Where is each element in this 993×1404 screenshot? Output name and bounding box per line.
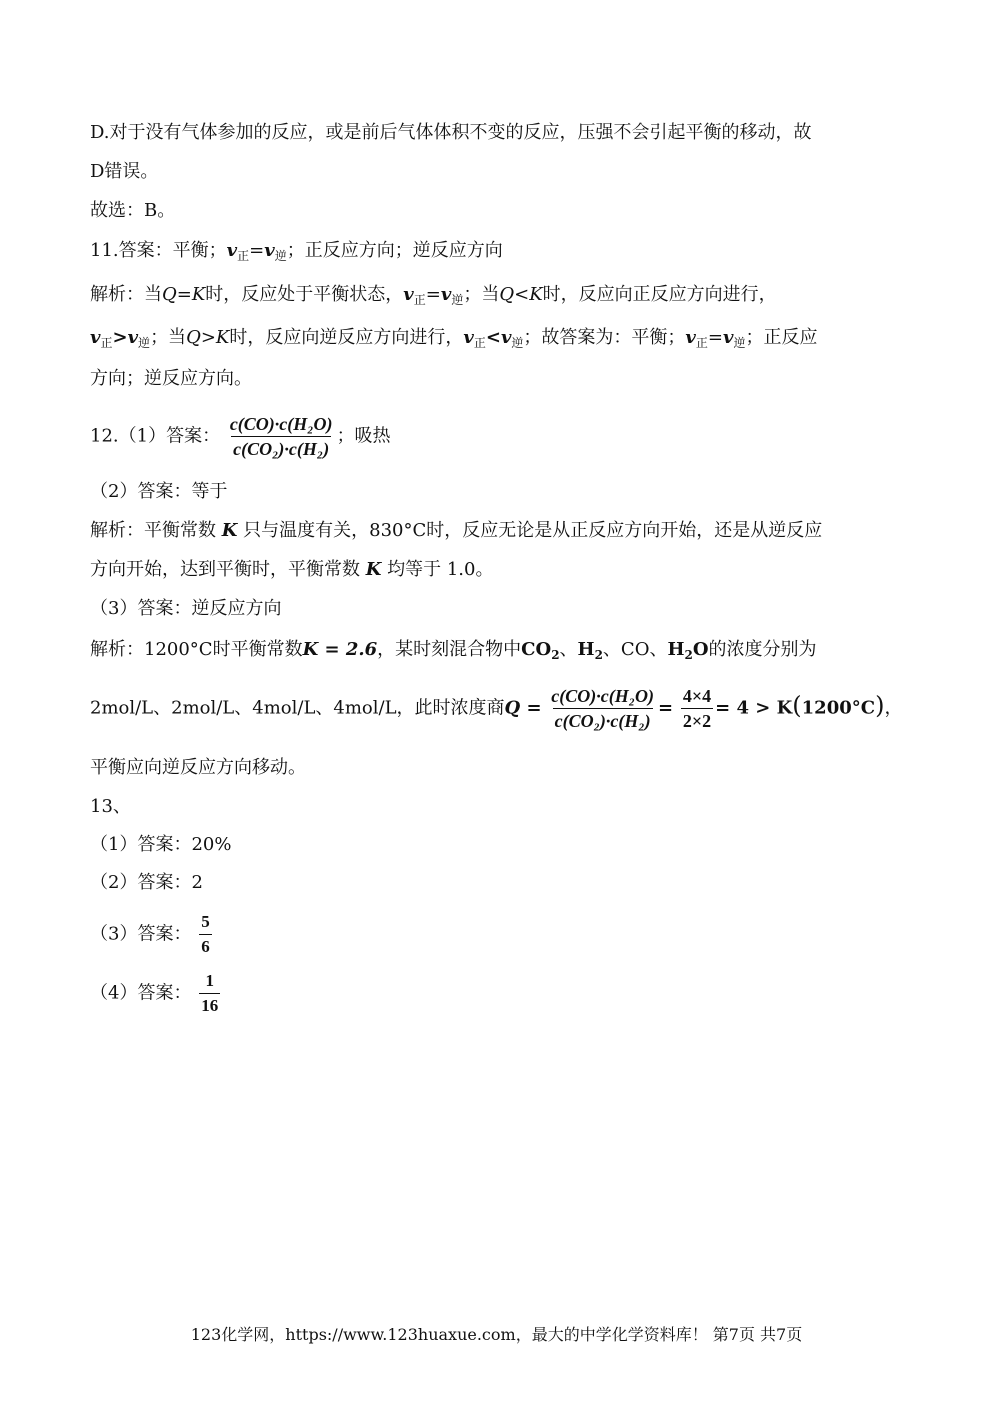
q12-3-answer: （3）答案：逆反应方向 <box>90 598 282 619</box>
page-footer: 123化学网，https://www.123huaxue.com，最大的中学化学资料库！ 第7页 共7页 <box>190 1325 803 1344</box>
equilibrium-constant-fraction: $\frac{\text{c(CO)·c(H₂O)}}{\text{c(CO₂)·c(H₂)}}$ <box>229 414 333 459</box>
q12-3-analysis-2: 2mol/L、2mol/L、4mol/L、4mol/L，此时浓度商Q = $\frac{\text{c(CO)·c(H₂O)}}{\text{c(CO₂)·c(H₂)}}$ = $\frac{4\times 4}{2\times 2}$ = 4 > K(1200°C)， <box>90 686 903 731</box>
numeric-fraction: $\frac{4\times 4}{2\times 2}$ <box>682 686 712 731</box>
fraction-five-sixths: $\frac{5}{6}$ <box>199 910 212 959</box>
reaction-quotient-fraction: $\frac{\text{c(CO)·c(H₂O)}}{\text{c(CO₂)·c(H₂)}}$ <box>551 686 655 731</box>
fraction-one-sixteenth: $\frac{1}{16}$ <box>199 969 220 1018</box>
q12-2-answer: （2）答案：等于 <box>90 481 228 502</box>
q12-2-analysis-1: 解析：平衡常数 K 只与温度有关，830°C时，反应无论是从正反应方向开始，还是从逆反应 <box>90 520 823 541</box>
q12-2-analysis-2: 方向开始，达到平衡时，平衡常数 K 均等于 1.0。 <box>90 559 494 580</box>
q11-analysis-1: 解析：当Q=K时，反应处于平衡状态，$v_正=v_逆$；当Q<K时，反应向正反应方向进行， <box>90 284 777 307</box>
text-line-d-cont: D错误。 <box>90 161 159 182</box>
q13-4-answer: （4）答案： $\frac{1}{16}$ <box>90 969 222 1018</box>
q12-3-analysis-1: 解析：1200°C时平衡常数K = 2.6，某时刻混合物中$CO_2$、$H_2$、CO、$H_2O$的浓度分别为 <box>90 639 817 662</box>
q13-1-answer: （1）答案：20% <box>90 834 232 855</box>
text-line-choice: 故选：B。 <box>90 200 176 221</box>
text-line-d: D.对于没有气体参加的反应，或是前后气体体积不变的反应，压强不会引起平衡的移动，故 <box>90 122 812 143</box>
q13-heading: 13、 <box>90 796 131 817</box>
q12-3-analysis-3: 平衡应向逆反应方向移动。 <box>90 757 306 778</box>
q13-3-answer: （3）答案： $\frac{5}{6}$ <box>90 910 214 959</box>
q11-analysis-2: $v_正>v_逆$；当Q>K时，反应向逆反应方向进行，$v_正<v_逆$；故答案为：平衡；$v_正=v_逆$；正反应 <box>90 327 818 350</box>
q11-answer: 11.答案：平衡；$v_正=v_逆$；正反应方向；逆反应方向 <box>90 240 503 263</box>
q11-analysis-3: 方向；逆反应方向。 <box>90 368 252 389</box>
q12-1-answer: 12.（1）答案： $\frac{\text{c(CO)·c(H₂O)}}{\text{c(CO₂)·c(H₂)}}$ ；吸热 <box>90 414 391 459</box>
q13-2-answer: （2）答案：2 <box>90 872 203 893</box>
